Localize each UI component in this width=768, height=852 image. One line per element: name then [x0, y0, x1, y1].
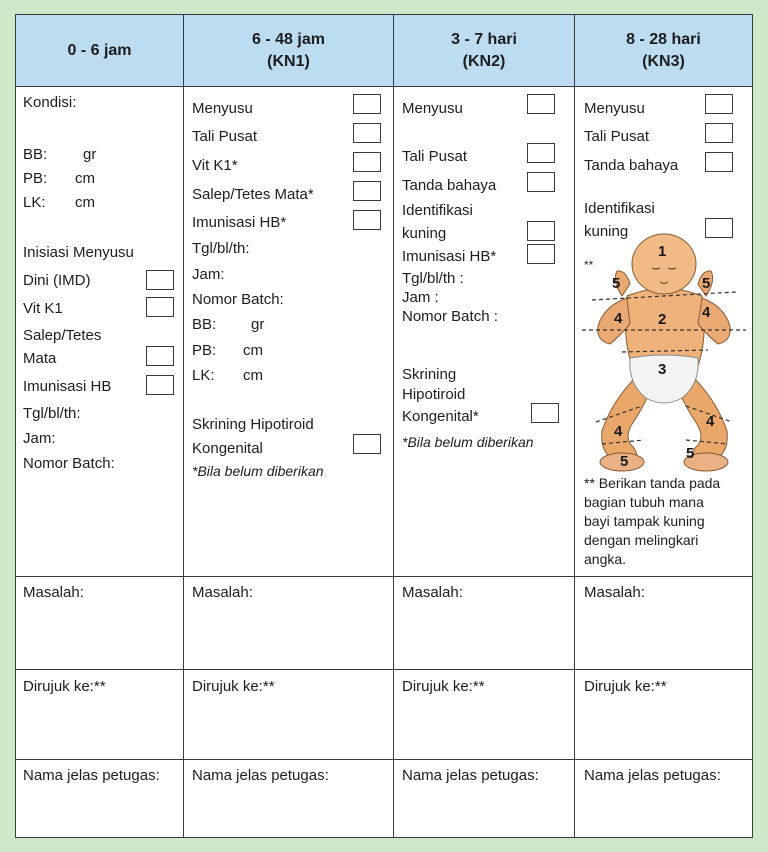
- imunisasi-label: Imunisasi HB: [23, 378, 112, 395]
- batch-label: Nomor Batch :: [402, 308, 498, 325]
- skrining-label: Skrining Hipotiroid: [192, 416, 314, 433]
- zone-label-4-leg-left: 4: [614, 423, 623, 440]
- imunisasi-label: Imunisasi HB*: [192, 214, 287, 231]
- header-label: 8 - 28 hari: [626, 30, 701, 48]
- header-label: 3 - 7 hari: [451, 30, 517, 48]
- skrining-label: Skrining: [402, 366, 457, 383]
- bb-label: BB:: [23, 146, 48, 163]
- bb-unit: gr: [251, 316, 265, 333]
- imd-checkbox[interactable]: [146, 270, 174, 290]
- talipusat-checkbox[interactable]: [527, 143, 555, 163]
- salep-checkbox[interactable]: [146, 346, 174, 366]
- lk-unit: cm: [243, 367, 263, 384]
- tandabahaya-checkbox[interactable]: [527, 172, 555, 192]
- talipusat-checkbox[interactable]: [705, 123, 733, 143]
- kondisi-label: Kondisi:: [23, 94, 77, 111]
- header-sublabel: (KN3): [642, 52, 685, 70]
- skrining-label-2: Hipotiroid: [402, 386, 466, 403]
- zone-label-5-hand-left: 5: [612, 275, 621, 292]
- batch-label: Nomor Batch:: [23, 455, 115, 472]
- tandabahaya-label: Tanda bahaya: [584, 157, 679, 174]
- zone-label-4-arm-left: 4: [614, 310, 623, 327]
- imunisasi-label: Imunisasi HB*: [402, 248, 497, 265]
- salep-label-2: Mata: [23, 350, 57, 367]
- nama-petugas-label: Nama jelas petugas:: [584, 767, 721, 784]
- talipusat-label: Tali Pusat: [584, 128, 650, 145]
- header-label: 0 - 6 jam: [67, 41, 132, 59]
- vitk1-label: Vit K1: [23, 300, 63, 317]
- skrining-label-2: Kongenital: [192, 440, 263, 457]
- footnote: *Bila belum diberikan: [402, 434, 534, 450]
- bb-label: BB:: [192, 316, 217, 333]
- menyusu-checkbox[interactable]: [527, 94, 555, 114]
- pb-unit: cm: [75, 170, 95, 187]
- skrining-checkbox[interactable]: [353, 434, 381, 454]
- zone-label-5-foot-left: 5: [620, 453, 629, 470]
- dirujuk-label: Dirujuk ke:**: [402, 678, 485, 695]
- dirujuk-label: Dirujuk ke:**: [192, 678, 275, 695]
- tgl-label: Tgl/bl/th:: [23, 405, 81, 422]
- skrining-checkbox[interactable]: [531, 403, 559, 423]
- talipusat-label: Tali Pusat: [402, 148, 468, 165]
- bottom-margin: [0, 838, 768, 852]
- pb-label: PB:: [192, 342, 217, 359]
- header-col-kn1: [184, 15, 394, 87]
- masalah-label: Masalah:: [584, 584, 645, 601]
- header-sublabel: (KN2): [462, 52, 506, 70]
- vitk1-checkbox[interactable]: [353, 152, 381, 172]
- menyusu-label: Menyusu: [402, 100, 463, 117]
- dirujuk-label: Dirujuk ke:**: [584, 678, 667, 695]
- imunisasi-checkbox[interactable]: [353, 210, 381, 230]
- zone-label-5-hand-right: 5: [702, 275, 711, 292]
- menyusu-checkbox[interactable]: [705, 94, 733, 114]
- zone-label-1: 1: [658, 243, 667, 260]
- tgl-label: Tgl/bl/th:: [192, 240, 250, 257]
- menyusu-checkbox[interactable]: [353, 94, 381, 114]
- zone-note-line-1: ** Berikan tanda pada: [584, 475, 721, 491]
- asterisk-marker: **: [584, 258, 594, 272]
- header-sublabel: (KN1): [267, 52, 310, 70]
- zone-note-line-5: angka.: [584, 551, 627, 567]
- jam-label: Jam:: [192, 266, 225, 283]
- identifikasi-checkbox[interactable]: [527, 221, 555, 241]
- identifikasi-label: Identifikasi: [584, 200, 655, 217]
- vitk1-checkbox[interactable]: [146, 297, 174, 317]
- tgl-label: Tgl/bl/th :: [402, 270, 464, 287]
- lk-unit: cm: [75, 194, 95, 211]
- zone-note-line-4: dengan melingkari: [584, 532, 699, 548]
- salep-checkbox[interactable]: [353, 181, 381, 201]
- zone-note-line-2: bagian tubuh mana: [584, 494, 704, 510]
- jam-label: Jam:: [23, 430, 56, 447]
- salep-label: Salep/Tetes Mata*: [192, 186, 314, 203]
- identifikasi-label: Identifikasi: [402, 202, 473, 219]
- menyusu-label: Menyusu: [192, 100, 253, 117]
- footnote: *Bila belum diberikan: [192, 463, 324, 479]
- baby-svg: [582, 226, 746, 472]
- identifikasi-label-2: kuning: [584, 223, 629, 240]
- dirujuk-label: Dirujuk ke:**: [23, 678, 106, 695]
- imd-label-2: Dini (IMD): [23, 272, 91, 289]
- salep-label: Salep/Tetes: [23, 327, 102, 344]
- bb-unit: gr: [83, 146, 97, 163]
- baby-jaundice-zones-illustration: [582, 226, 746, 472]
- zone-label-5-foot-right: 5: [686, 445, 695, 462]
- jam-label: Jam :: [402, 289, 439, 306]
- header-col-0-6-jam: [16, 15, 184, 87]
- menyusu-label: Menyusu: [584, 100, 645, 117]
- identifikasi-label-2: kuning: [402, 225, 447, 242]
- nama-petugas-label: Nama jelas petugas:: [192, 767, 329, 784]
- zone-label-4-leg-right: 4: [706, 413, 715, 430]
- top-margin: [0, 0, 768, 14]
- nama-petugas-label: Nama jelas petugas:: [23, 767, 160, 784]
- zone-label-3: 3: [658, 361, 667, 378]
- vitk1-label: Vit K1*: [192, 157, 238, 174]
- zone-label-2: 2: [658, 311, 667, 328]
- lk-label: LK:: [23, 194, 46, 211]
- nama-petugas-label: Nama jelas petugas:: [402, 767, 539, 784]
- pb-label: PB:: [23, 170, 48, 187]
- skrining-label-3: Kongenital*: [402, 408, 479, 425]
- imunisasi-checkbox[interactable]: [146, 375, 174, 395]
- header-col-kn3: [575, 15, 752, 87]
- masalah-label: Masalah:: [402, 584, 463, 601]
- talipusat-checkbox[interactable]: [353, 123, 381, 143]
- masalah-label: Masalah:: [23, 584, 84, 601]
- talipusat-label: Tali Pusat: [192, 128, 258, 145]
- zone-note-line-3: bayi tampak kuning: [584, 513, 705, 529]
- batch-label: Nomor Batch:: [192, 291, 284, 308]
- zone-label-4-arm-right: 4: [702, 304, 711, 321]
- header-label: 6 - 48 jam: [252, 30, 325, 48]
- masalah-label: Masalah:: [192, 584, 253, 601]
- imd-label: Inisiasi Menyusu: [23, 244, 134, 261]
- imunisasi-checkbox[interactable]: [527, 244, 555, 264]
- pb-unit: cm: [243, 342, 263, 359]
- header-col-kn2: [394, 15, 575, 87]
- lk-label: LK:: [192, 367, 215, 384]
- tandabahaya-checkbox[interactable]: [705, 152, 733, 172]
- tandabahaya-label: Tanda bahaya: [402, 177, 497, 194]
